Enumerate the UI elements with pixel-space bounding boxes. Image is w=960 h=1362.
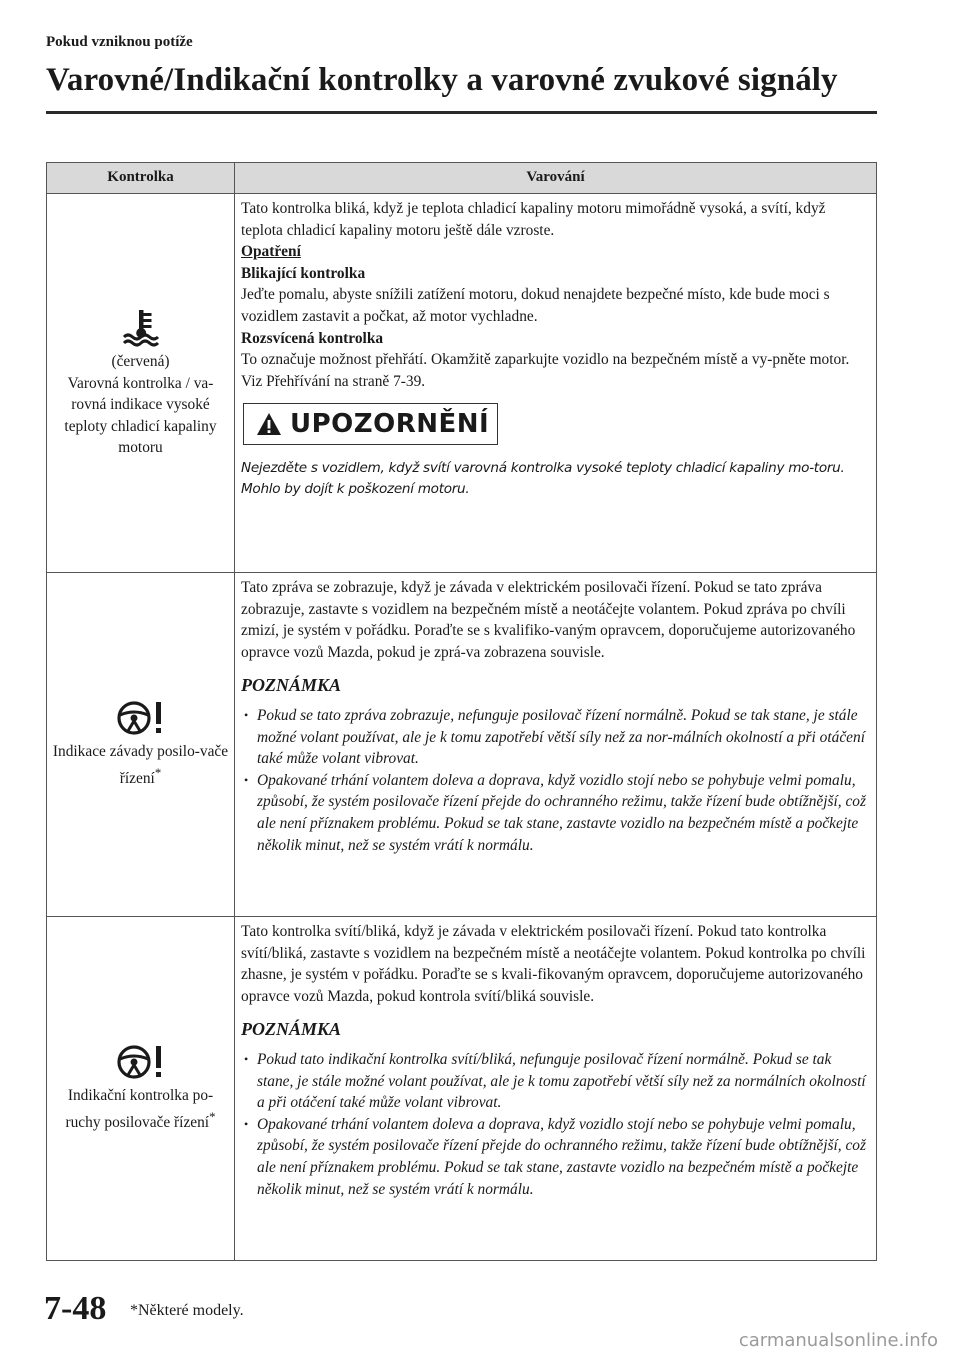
title-rule	[46, 111, 877, 114]
list-item: • Pokud tato indikační kontrolka svítí/bliká, nefunguje posilovač řízení normálně. Pokud se tak stane, je stále možné volant používat, ale je k tomu zapotřebí větší síly než za normálních okolností a při otáčení také může volant vibrovat.	[257, 1049, 870, 1114]
column-header-warning: Varování	[235, 163, 877, 194]
list-item: • Opakované trhání volantem doleva a doprava, když vozidlo stojí nebo se pohybuje velmi pomalu, způsobí, že systém posilovače řízení přejde do ochranného režimu, takže řízení bude obtížnější, což ale není příznakem problému. Pokud se tak stane, zastavte vozidlo na bezpečném místě a počkejte několik minut, než se systém vrátí k normálu.	[257, 770, 870, 856]
table-row	[47, 917, 877, 1261]
coolant-temperature-icon	[121, 307, 161, 347]
indicator-label: Indikace závady posilo-vače řízení*	[52, 743, 229, 788]
indicator-cell	[47, 194, 235, 573]
action-heading: Opatření	[241, 243, 301, 261]
steering-warning-icon	[116, 1043, 166, 1081]
steering-warning-icon	[116, 699, 166, 737]
blinking-text: Jeďte pomalu, abyste snížili zatížení motoru, dokud nenajdete bezpečné místo, kde bude moci s vozidlem zastavit a počkat, až motor vychladne.	[241, 286, 830, 325]
warning-text: Tato kontrolka svítí/bliká, když je závada v elektrickém posilovači řízení. Pokud tato kontrolka svítí/bliká, zastavte s vozidlem na bezpečném místě a neotáčejte volantem. Pokud kontrolka po chvíli zhasne, je systém v pořádku. Poraďte se s kvali-fikovaným opravcem, doporučujeme autorizovaného opravce vozů Mazda, pokud kontrola svítí/bliká souvisle.	[241, 923, 866, 1005]
caution-label: UPOZORNĚNÍ	[290, 408, 490, 439]
page-number: 7-48	[44, 1290, 107, 1327]
column-header-indicator: Kontrolka	[47, 163, 235, 194]
warning-cell	[235, 573, 877, 917]
subheading-lit: Rozsvícená kontrolka	[241, 329, 384, 347]
table-row	[47, 194, 877, 573]
section-label: Pokud vzniknou potíže	[46, 34, 193, 50]
note-list	[241, 1049, 870, 1200]
warning-text: Tato kontrolka bliká, když je teplota chladicí kapaliny motoru mimořádně vysoká, a svítí, když teplota chladicí kapaliny motoru ještě dále vzroste.	[241, 200, 826, 239]
list-item: • Pokud se tato zpráva zobrazuje, nefunguje posilovač řízení normálně. Pokud se tak stane, je stále možné volant používat, ale je k tomu zapotřebí větší síly než za nor-málních okolností a při otáčení také může volant vibrovat.	[257, 705, 870, 770]
lit-text: To označuje možnost přehřátí. Okamžitě zaparkujte vozidlo na bezpečném místě a vy-pněte motor.	[241, 351, 850, 369]
watermark: carmanualsonline.info	[738, 1330, 938, 1351]
warning-text: Tato zpráva se zobrazuje, když je závada v elektrickém posilovači řízení. Pokud se tato zpráva zobrazuje, zastavte s vozidlem na bezpečném místě a neotáčejte volantem. Pokud zpráva po chvíli zmizí, je systém v pořádku. Poraďte se s kvalifiko-vaným opravcem, doporučujeme autorizovaného opravce vozů Mazda, pokud je zprá-va zobrazena souvisle.	[241, 579, 856, 661]
note-list	[241, 705, 870, 856]
note-heading: POZNÁMKA	[241, 675, 342, 696]
note-heading: POZNÁMKA	[241, 1019, 342, 1040]
indicator-cell	[47, 573, 235, 917]
warning-cell	[235, 194, 877, 573]
list-item: • Opakované trhání volantem doleva a doprava, když vozidlo stojí nebo se pohybuje velmi pomalu, způsobí, že systém posilovače řízení přejde do ochranného režimu, takže řízení bude obtížnější, což ale není příznakem problému. Pokud se tak stane, zastavte vozidlo na bezpečném místě a počkejte několik minut, než se systém vrátí k normálu.	[257, 1114, 870, 1200]
reference-text: Viz Přehřívání na straně 7-39.	[241, 372, 426, 390]
page-title: Varovné/Indikační kontrolky a varovné zvukové signály	[46, 62, 838, 98]
caution-text: Nejezděte s vozidlem, když svítí varovná kontrolka vysoké teploty chladicí kapaliny mo-toru. Mohlo by dojít k poškození motoru.	[241, 460, 845, 498]
caution-box	[243, 403, 498, 445]
warning-triangle-icon	[256, 412, 282, 436]
indicator-color: (červená)	[111, 353, 170, 371]
warning-table	[46, 162, 877, 1261]
warning-cell	[235, 917, 877, 1261]
subheading-blinking: Blikající kontrolka	[241, 264, 366, 282]
indicator-cell	[47, 917, 235, 1261]
table-row	[47, 573, 877, 917]
table-header-row	[47, 163, 877, 194]
indicator-label: Indikační kontrolka po-ruchy posilovače řízení*	[65, 1087, 216, 1132]
indicator-label: Varovná kontrolka / va-rovná indikace vysoké teploty chladicí kapaliny motoru	[64, 374, 217, 457]
footnote: *Některé modely.	[130, 1302, 244, 1319]
